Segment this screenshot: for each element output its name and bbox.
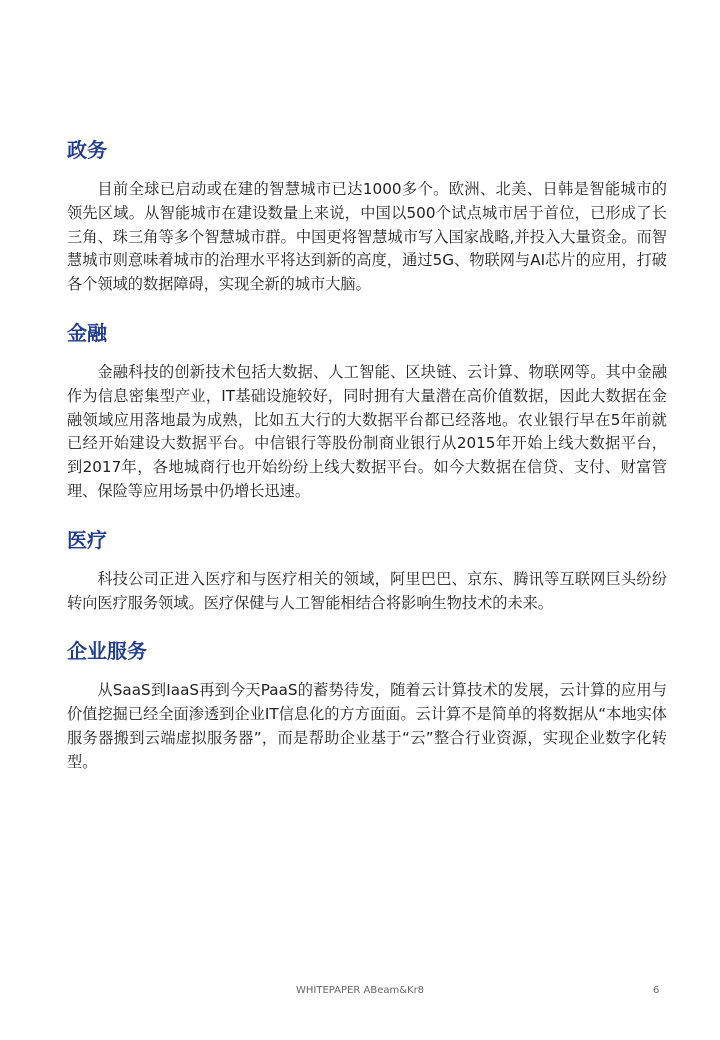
section-title: 企业服务 [67,639,147,664]
section-paragraph: 从SaaS到IaaS再到今天PaaS的蓄势待发，随着云计算技术的发展，云计算的应用与价值挖掘已经全面渗透到企业IT信息化的方方面面。云计算不是简单的将数据从“本地实体服务器搬到云端虚拟服务器”，而是帮助企业基于“云”整合行业资源，实现企业数字化转型。 [67,681,667,771]
section-title: 政务 [67,138,107,162]
footer-title: WHITEPAPER ABeam&Kr8 [296,985,425,996]
page-number: 6 [653,985,660,996]
section-government [67,136,667,297]
page-footer [0,985,720,1001]
section-paragraph: 金融科技的创新技术包括大数据、人工智能、区块链、云计算、物联网等。其中金融作为信息密集型产业，IT基础设施较好，同时拥有大量潜在高价值数据，因此大数据在金融领域应用落地最为成熟，比如五大行的大数据平台都已经落地。农业银行早在5年前就已经开始建设大数据平台。中信银行等股份制商业银行从2015年开始上线大数据平台，到2017年，各地城商行也开始纷纷上线大数据平台。如今大数据在信贷、支付、财富管理、保险等应用场景中仍增长迅速。 [67,362,667,500]
section-finance [67,319,667,504]
section-title: 金融 [67,320,107,345]
section-paragraph: 目前全球已启动或在建的智慧城市已达1000多个。欧洲、北美、日韩是智能城市的领先区域。从智能城市在建设数量上来说，中国以500个试点城市居于首位，已形成了长三角、珠三角等多个智慧城市群。中国更将智慧城市写入国家战略,并投入大量资金。而智慧城市则意味着城市的治理水平将达到新的高度，通过5G、物联网与AI芯片的应用，打破各个领域的数据障碍，实现全新的城市大脑。 [67,180,667,294]
section-enterprise-services [67,637,667,774]
section-title: 医疗 [67,527,107,552]
section-paragraph: 科技公司正进入医疗和与医疗相关的领域，阿里巴巴、京东、腾讯等互联网巨头纷纷转向医疗服务领域。医疗保健与人工智能相结合将影响生物技术的未来。 [67,569,667,612]
section-healthcare [67,526,667,616]
main-content [67,136,667,775]
